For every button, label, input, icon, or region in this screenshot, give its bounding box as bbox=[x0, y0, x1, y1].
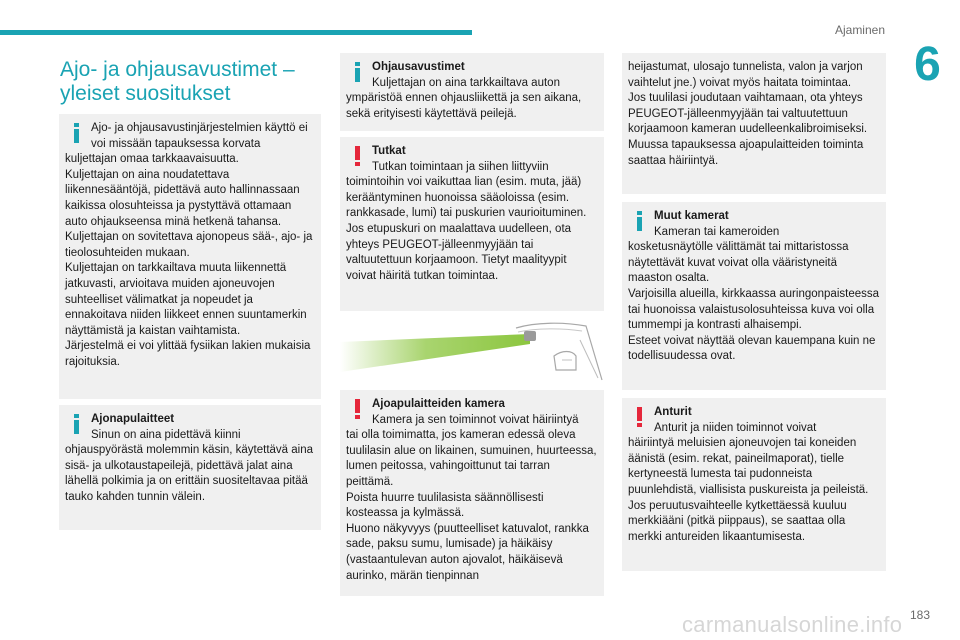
watermark: carmanualsonline.info bbox=[682, 612, 903, 637]
steering-assist-box bbox=[340, 53, 604, 131]
camera-field-of-view bbox=[340, 334, 530, 372]
other-cameras-box bbox=[622, 202, 886, 390]
box-title: Ajonapulaitteet bbox=[91, 413, 175, 425]
box-title: Anturit bbox=[654, 406, 692, 418]
box-text: heijastumat, ulosajo tunnelista, valon ja varjon vaihtelut jne.) voivat myös haitata toimintaa. Jos tuulilasi joudutaan vaihtamaan, ota yhteys PEUGEOT-jälleenmyyjään tai valtuutettuun korjaamoon kameran uudelleenkalibroimiseksi. Muussa tapauksessa ajoapulaitteiden toiminta saattaa häiriintyä. bbox=[628, 61, 868, 167]
box-text: toimintoihin voi vaikuttaa lian (esim. muta, jää) kerääntyminen huonoissa sääoloissa (esim. rankkasade, lumi) tai puskurien vaurioituminen. Jos etupuskuri on maalattava uudelleen, ota yhteys PEUGEOT-jälleenmyyjään tai valtuutettuun korjaamoon. Tietyt maalityypit voivat häiritä tutkan toimintaa. bbox=[346, 176, 587, 282]
info-icon bbox=[632, 211, 648, 231]
camera-warning-box bbox=[340, 390, 604, 596]
box-first-line: Kuljettajan on aina tarkkailtava auton bbox=[372, 76, 560, 89]
box-first-line: Anturit ja niiden toiminnot voivat bbox=[654, 421, 817, 434]
general-recommendation-box bbox=[59, 114, 321, 399]
box-text: ohjauspyörästä molemmin käsin, käytettävä aina sisä- ja ulkotaustapeilejä, pidettävä jalat aina lähellä polkimia ja on erittäin suositeltavaa pitää tauko kahden tunnin välein. bbox=[65, 444, 314, 503]
box-first-line: Kameran tai kameroiden bbox=[654, 225, 780, 238]
box-first-line: Ajo- ja ohjausavustinjärjestelmien käyttö ei voi missään tapauksessa korvata bbox=[91, 122, 308, 150]
info-icon bbox=[69, 414, 85, 434]
warning-icon bbox=[350, 399, 366, 419]
windscreen-camera-illustration bbox=[340, 320, 604, 382]
sensors-warning-box bbox=[622, 398, 886, 571]
box-text: kosketusnäytölle välittämät tai mittaristossa näytettävät kuvat voivat olla vääristyneitä maaston osalta. Varjoisilla alueilla, kirkkaassa auringonpaisteessa tai huonoissa valaistusolosuhteissa kuva voi olla tummempi ja kontrasti alhaisempi. Esteet voivat näyttää olevan kauempana kuin ne todellisuudessa ovat. bbox=[628, 241, 880, 363]
box-title: Muut kamerat bbox=[654, 210, 729, 222]
radar-warning-box bbox=[340, 137, 604, 311]
info-icon bbox=[69, 123, 85, 143]
header-accent-bar bbox=[0, 30, 472, 35]
page-title: Ajo- ja ohjausavustimet – yleiset suositukset bbox=[60, 58, 295, 105]
info-icon bbox=[350, 62, 366, 82]
drive-assist-box bbox=[59, 405, 321, 530]
box-title: Ohjausavustimet bbox=[372, 61, 465, 73]
box-title: Tutkat bbox=[372, 145, 406, 157]
camera-warning-continued-box bbox=[622, 53, 886, 194]
box-text: kuljettajan omaa tarkkaavaisuutta. Kuljettajan on aina noudatettava liikennesääntöjä, pidettävä auto hallinnassaan kaikissa olosuhteissa ja pystyttävä ottamaan auto ohjaukseensa minä hetkenä tahansa. Kuljettajan on sovitettava ajonopeus sää-, ajo- ja tieolosuhteiden mukaan. Kuljettajan on tarkkailtava muuta liikennettä jatkuvasti, arvioitava muiden ajoneuvojen suhteelliset välimatkat ja nopeudet ja ennakoitava niiden liikkeet ennen suuntamerkin näyttämistä ja kaistan vaihtamista. Järjestelmä ei voi ylittää fysiikan lakien mukaisia rajoituksia. bbox=[65, 153, 313, 368]
box-first-line: Sinun on aina pidettävä kiinni bbox=[91, 428, 241, 441]
section-name: Ajaminen bbox=[834, 23, 885, 37]
box-text: ympäristöä ennen ohjausliikettä ja sen aikana, sekä erityisesti käytettävä peilejä. bbox=[346, 92, 582, 120]
box-text: tai olla toimimatta, jos kameran edessä oleva tuulilasin alue on likainen, sumuinen, huurteessa, lumen peitossa, vahingoittunut tai tarran peittämä. Poista huurre tuulilasista säännöllisesti kosteassa ja kylmässä. Huono näkyvyys (puutteelliset katuvalot, rankka sade, paksu sumu, lumisade) ja häikäisy (vastaantulevan auton ajovalot, häikäisevä aurinko, märän tienpinnan bbox=[346, 429, 597, 582]
camera-housing-icon bbox=[524, 331, 536, 341]
page-number: 183 bbox=[909, 608, 930, 622]
box-text: häiriintyä meluisien ajoneuvojen tai koneiden äänistä (esim. rekat, paineilmaporat), tielle kertyneestä lumesta tai pudonneista puunlehdistä, viallisista puskureista ja peileistä. Jos peruutusvaihteelle kytkettäessä kuuluu merkkiääni (pitkä piippaus), se saattaa olla merkki antureiden likaantumisesta. bbox=[628, 437, 869, 543]
box-first-line: Tutkan toimintaan ja siihen liittyviin bbox=[372, 160, 549, 173]
side-mirror-outline bbox=[554, 352, 576, 371]
box-first-line: Kamera ja sen toiminnot voivat häiriintyä bbox=[372, 413, 579, 426]
chapter-number: 6 bbox=[914, 38, 941, 91]
warning-icon bbox=[632, 407, 648, 427]
box-title: Ajoapulaitteiden kamera bbox=[372, 398, 505, 410]
warning-icon bbox=[350, 146, 366, 166]
